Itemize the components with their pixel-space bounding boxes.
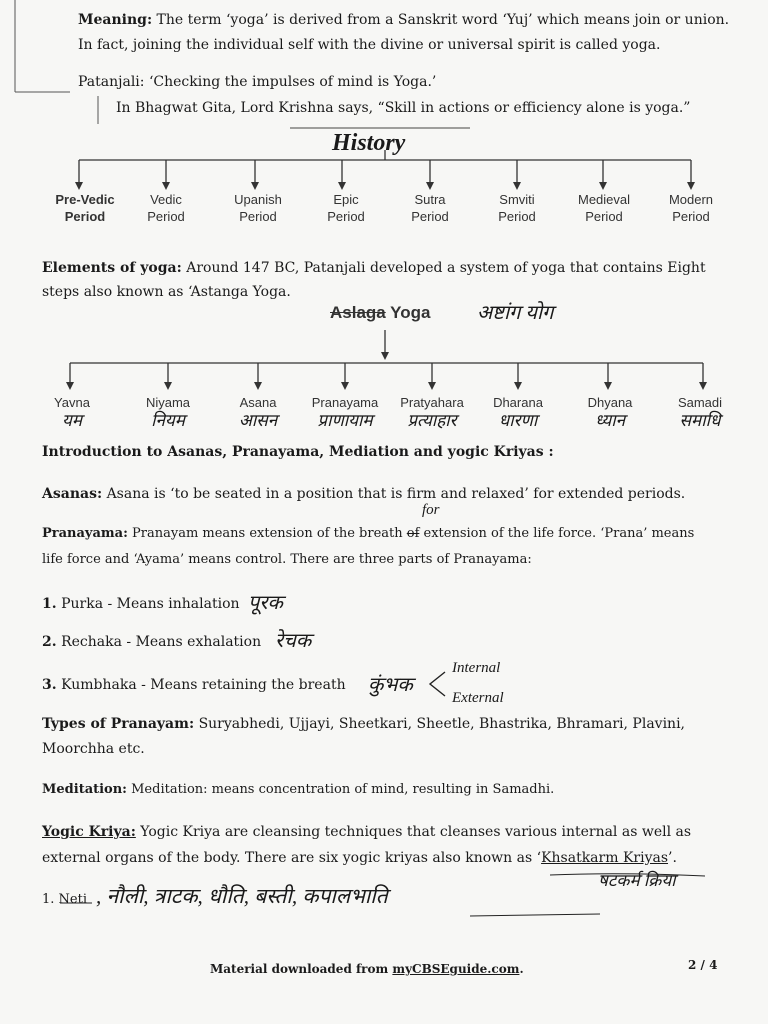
astanga-struck-word: Aslaga [330,303,386,322]
kriya-text2b: ’. [668,850,677,866]
astanga-limb-name: Dharana [493,395,543,410]
part-number: 1. [42,596,57,612]
history-period-suffix: Period [411,209,449,224]
part-rechaka [42,630,261,654]
types-label: Types of Pranayam: [42,716,195,732]
kriya-list-hindi: , नौली, त्राटक, धौति, बस्ती, कपालभाति [96,884,388,908]
pranayama-paragraph [42,524,694,544]
pranayama-struck: of [406,526,420,541]
part-number: 2. [42,634,57,650]
kumbhaka-note-internal: Internal [452,660,501,676]
footer-text: Material downloaded from [210,962,393,976]
part-number: 3. [42,677,57,693]
astanga-hindi: अष्टांग योग [477,302,554,324]
asanas-text: Asana is ‘to be seated in a position that is firm and relaxed’ for extended periods. [102,486,686,502]
pranayama-line2: life force and ‘Ayama’ means control. There are three parts of Pranayama: [42,552,532,567]
patanjali-quote [78,70,436,94]
meditation-label: Meditation: [42,782,127,797]
history-period-name: Smviti [499,192,535,207]
kriya-paragraph [42,820,691,844]
history-period-name: Vedic [150,192,182,207]
astanga-limb-name: Pranayama [311,395,379,410]
intro-heading: Introduction to Asanas, Pranayama, Mediation and yogic Kriyas : [42,444,554,460]
astanga-limb [27,394,117,431]
meditation-paragraph [42,780,554,800]
history-period-name: Medieval [577,192,631,207]
part-purka-hindi: पूरक [248,592,283,614]
history-period-name: Epic [333,192,359,207]
astanga-limb-name: Samadi [677,395,723,410]
meaning-label: Meaning: [78,12,153,28]
astanga-limb [213,394,303,431]
footer-link[interactable]: myCBSEguide.com [392,962,520,976]
astanga-limb-hindi: धारणा [498,411,538,430]
patanjali-text: ‘Checking the impulses of mind is Yoga.’ [144,74,437,90]
kriya-label: Yogic Kriya: [42,824,136,840]
meaning-line2: In fact, joining the individual self with the divine or universal spirit is called yoga. [78,37,661,53]
types-text: Suryabhedi, Ujjayi, Sheetkari, Sheetle, Bhastrika, Bhramari, Plavini, [194,716,685,732]
history-period [306,191,386,225]
astanga-limb [655,394,745,431]
history-period-suffix: Period [585,209,623,224]
history-period-name: Sutra [414,192,446,207]
history-period-name: Modern [668,192,714,207]
pranayama-insert-note: for [422,502,440,518]
astanga-limb-hindi: समाधि [679,411,721,430]
footer-end: . [519,962,524,976]
part-text: Purka - Means inhalation [56,596,240,612]
part-text: Kumbhaka - Means retaining the breath [56,677,346,693]
astanga-limb-hindi: नियम [151,411,185,430]
asanas-paragraph [42,482,685,506]
kriya-line2 [42,846,677,870]
kriya-text2a: external organs of the body. There are six yogic kriyas also known as ‘ [42,850,542,866]
elements-line2: steps also known as ‘Astanga Yoga. [42,284,291,300]
history-title: History [332,130,406,156]
astanga-heading [330,303,430,323]
astanga-limb-name: Yavna [54,395,90,410]
page-number: 2 / 4 [688,958,718,972]
history-period [218,191,298,225]
history-period-suffix: Period [498,209,536,224]
pranayama-text-a: Pranayam means extension of the breath [127,526,407,541]
meaning-paragraph [78,8,729,32]
astanga-limb-name: Pratyahara [400,395,464,410]
meditation-text: Meditation: means concentration of mind, resulting in Samadhi. [126,782,555,797]
history-period [390,191,470,225]
asanas-label: Asanas: [42,486,103,502]
astanga-limb-hindi: यम [61,411,83,430]
part-kumbhaka [42,673,346,697]
gita-quote: In Bhagwat Gita, Lord Krishna says, “Skill in actions or efficiency alone is yoga.” [116,100,691,116]
part-text: Rechaka - Means exhalation [56,634,262,650]
astanga-limb [300,394,390,431]
kriya-list-first: 1. Neti [42,892,87,907]
history-period-suffix: Period [147,209,185,224]
part-kumbhaka-hindi: कुंभक [368,674,413,696]
kriya-term: Khsatkarm Kriyas [541,850,669,866]
astanga-limb-name: Dhyana [587,395,633,410]
elements-paragraph [42,256,706,280]
kriya-hindi-note: षटकर्म क्रिया [598,871,676,890]
astanga-limb-name: Asana [239,395,277,410]
elements-text-line1: Around 147 BC, Patanjali developed a system of yoga that contains Eight [181,260,706,276]
history-period-suffix: Period [239,209,277,224]
astanga-limb-hindi: आसन [238,411,278,430]
history-period-suffix: Period [327,209,365,224]
types-paragraph [42,712,685,736]
history-period [126,191,206,225]
kriya-text: Yogic Kriya are cleansing techniques that cleanses various internal as well as [135,824,692,840]
footer-note [210,962,524,976]
astanga-limb-hindi: प्राणायाम [317,411,373,430]
patanjali-label: Patanjali: [78,74,145,90]
astanga-limb-hindi: ध्यान [594,411,626,430]
history-period [564,191,644,225]
history-period [477,191,557,225]
history-period-suffix: Period [64,209,106,224]
pranayama-text-b: extension of the life force. ‘Prana’ means [419,526,695,541]
astanga-tree-lines [70,330,703,386]
history-period-suffix: Period [672,209,710,224]
elements-label: Elements of yoga: [42,260,182,276]
types-line2: Moorchha etc. [42,741,145,757]
astanga-limb [123,394,213,431]
history-period-name: Upanish [234,192,282,207]
astanga-limb [387,394,477,431]
astanga-limb-hindi: प्रत्याहार [407,411,457,430]
pranayama-label: Pranayama: [42,526,128,541]
history-period [651,191,731,225]
astanga-word: Yoga [385,303,431,322]
part-rechaka-hindi: रेचक [275,630,312,652]
kumbhaka-note-external: External [452,690,504,706]
astanga-limb [473,394,563,431]
astanga-limb [565,394,655,431]
part-purka [42,592,240,616]
history-period-name: Pre-Vedic [55,192,115,207]
astanga-limb-name: Niyama [145,395,191,410]
history-period [45,191,125,225]
meaning-text-line1: The term ‘yoga’ is derived from a Sanskrit word ‘Yuj’ which means join or union. [152,12,730,28]
